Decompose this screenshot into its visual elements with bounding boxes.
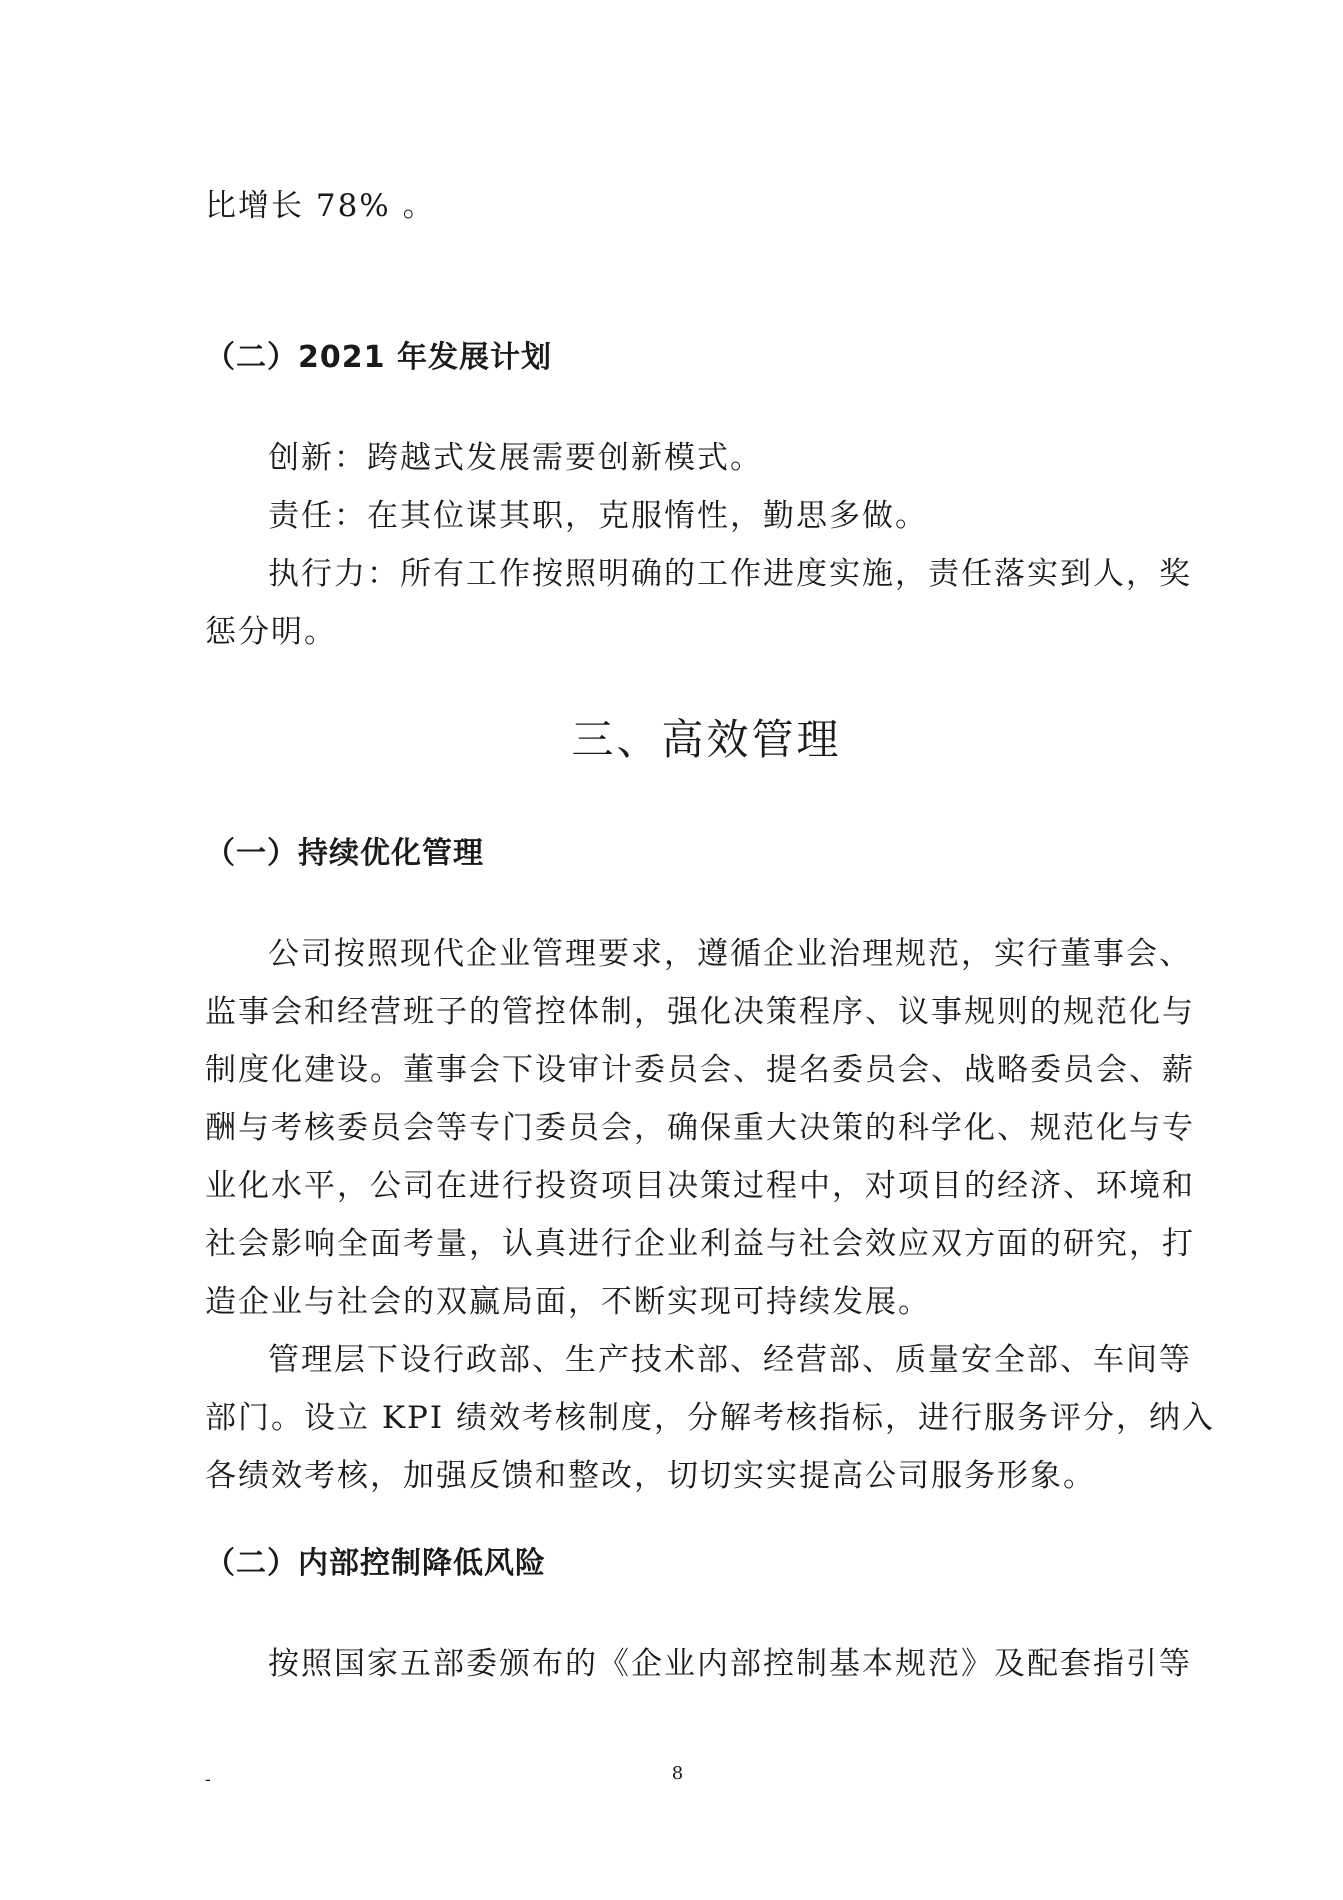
paragraph-line: 业化水平，公司在进行投资项目决策过程中，对项目的经济、环境和 <box>205 1168 1195 1204</box>
footer-dash: - <box>205 1770 211 1789</box>
paragraph-line: 管理层下设行政部、生产技术部、经营部、质量安全部、车间等 <box>268 1342 1192 1378</box>
subheading-development-plan: （二）2021 年发展计划 <box>205 340 552 375</box>
paragraph-line: 按照国家五部委颁布的《企业内部控制基本规范》及配套指引等 <box>268 1646 1192 1682</box>
plan-item-responsibility: 责任：在其位谋其职，克服惰性，勤思多做。 <box>268 498 928 534</box>
section-heading-efficient-management: 三、高效管理 <box>571 715 842 764</box>
paragraph-line: 酬与考核委员会等专门委员会，确保重大决策的科学化、规范化与专 <box>205 1110 1195 1146</box>
page-number: 8 <box>671 1763 684 1784</box>
subheading-internal-control: （二）内部控制降低风险 <box>205 1546 546 1581</box>
paragraph-line: 社会影响全面考量，认真进行企业利益与社会效应双方面的研究，打 <box>205 1226 1195 1262</box>
paragraph-line: 监事会和经营班子的管控体制，强化决策程序、议事规则的规范化与 <box>205 994 1195 1030</box>
plan-item-execution: 执行力：所有工作按照明确的工作进度实施，责任落实到人，奖 <box>268 556 1192 592</box>
paragraph-line: 部门。设立 KPI 绩效考核制度，分解考核指标，进行服务评分，纳入 <box>205 1400 1215 1436</box>
subheading-optimize-management: （一）持续优化管理 <box>205 836 484 871</box>
paragraph-line: 公司按照现代企业管理要求，遵循企业治理规范，实行董事会、 <box>268 936 1192 972</box>
plan-item-execution-cont: 惩分明。 <box>205 614 337 650</box>
plan-item-innovation: 创新：跨越式发展需要创新模式。 <box>268 440 763 476</box>
continuation-line: 比增长 78% 。 <box>205 188 436 224</box>
paragraph-line: 造企业与社会的双赢局面，不断实现可持续发展。 <box>205 1284 931 1320</box>
paragraph-line: 各绩效考核，加强反馈和整改，切切实实提高公司服务形象。 <box>205 1458 1096 1494</box>
paragraph-line: 制度化建设。董事会下设审计委员会、提名委员会、战略委员会、薪 <box>205 1052 1195 1088</box>
